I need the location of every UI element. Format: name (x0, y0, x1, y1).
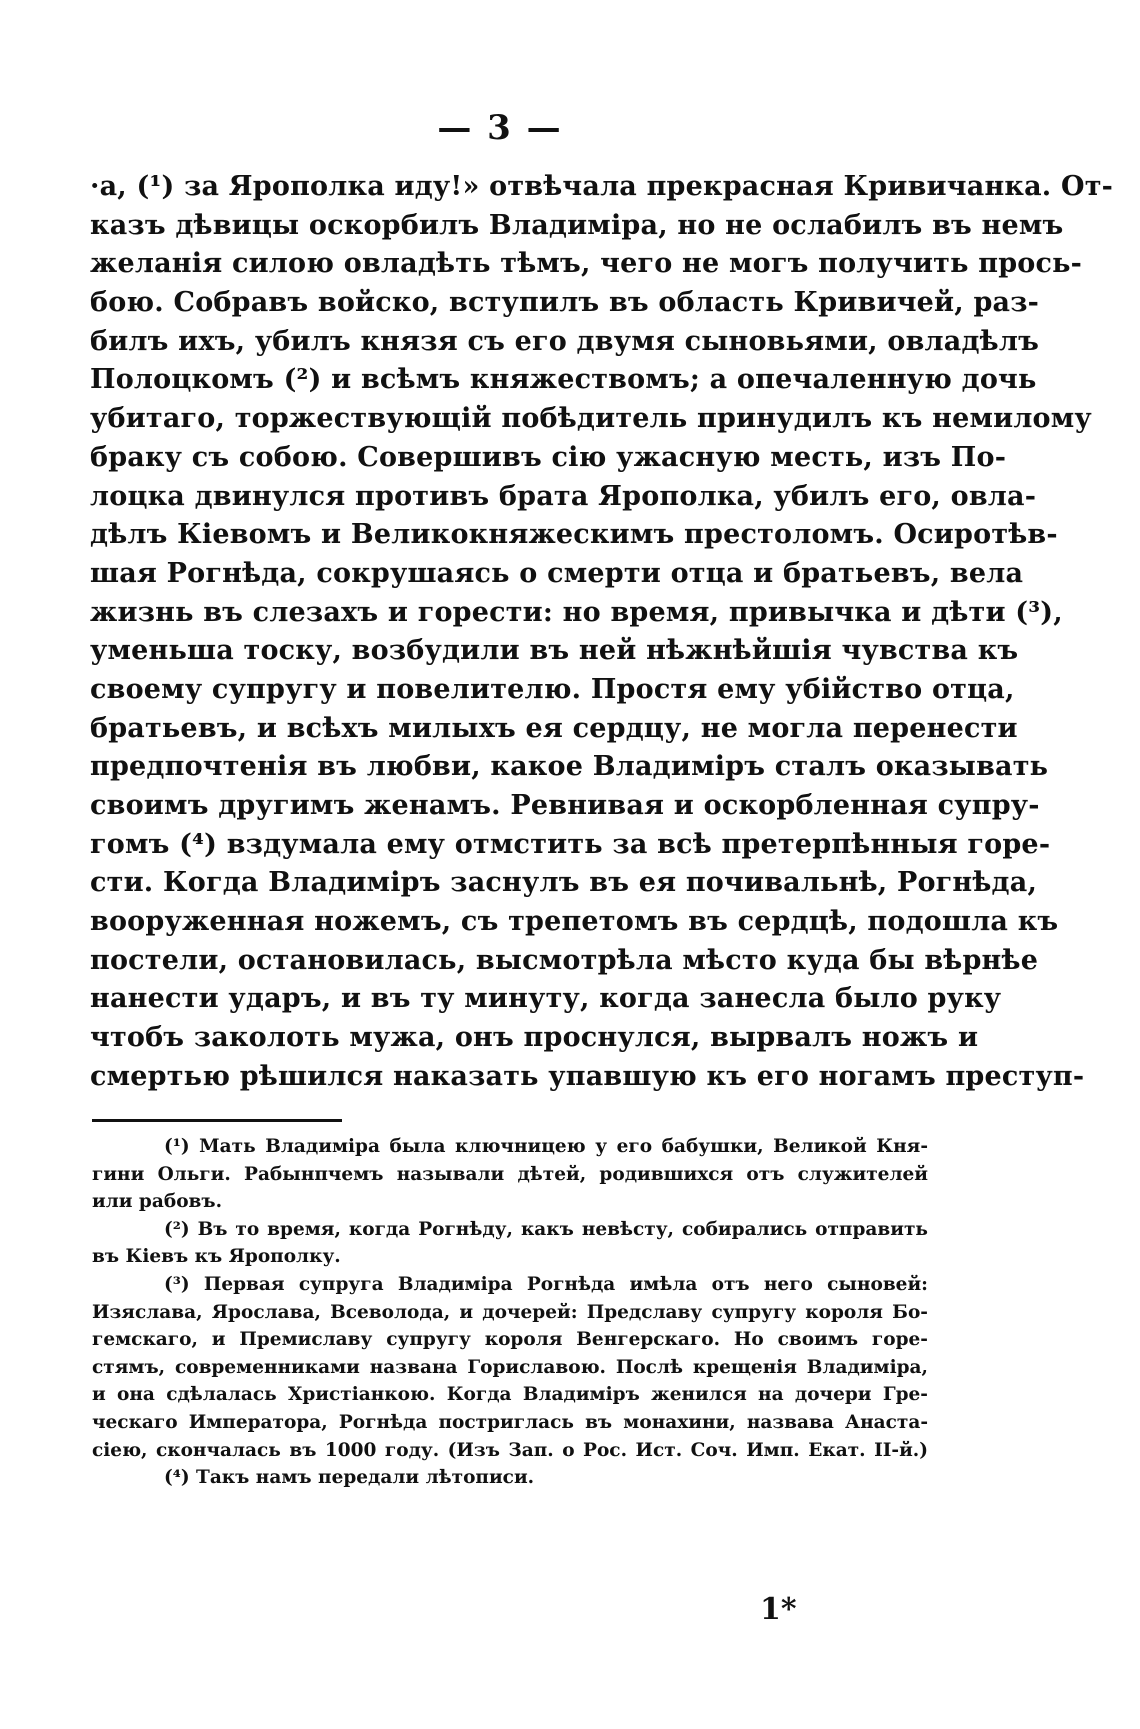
footnote-line: стямъ, современниками названа Гориславою. Послѣ крещенія Владиміра, (92, 1356, 928, 1378)
text-line: казъ дѣвицы оскорбилъ Владиміра, но не ослабилъ въ немъ (90, 209, 1064, 241)
text-line: жизнь въ слезахъ и горести: но время, привычка и дѣти (³), (90, 596, 1063, 628)
footnote-line: ческаго Императора, Рогнѣда постриглась въ монахини, назвава Анаста- (92, 1411, 928, 1433)
text-line: братьевъ, и всѣхъ милыхъ ея сердцу, не могла перенести (90, 712, 1018, 744)
text-line: своему супругу и повелителю. Простя ему убійство отца, (90, 673, 1015, 705)
footnote-line: или рабовъ. (92, 1191, 223, 1213)
footnote-line: гемскаго, и Премиславу супругу короля Венгерскаго. Но своимъ горе- (92, 1329, 928, 1351)
text-line: своимъ другимъ женамъ. Ревнивая и оскорбленная супру- (90, 790, 1040, 821)
text-line: вооруженная ножемъ, съ трепетомъ въ сердцѣ, подошла къ (90, 906, 1059, 938)
text-line: смертью рѣшился наказать упавшую къ его ногамъ преступ- (90, 1060, 1085, 1092)
footnote-line: (¹) Мать Владиміра была ключницею у его бабушки, Великой Кня- (164, 1136, 928, 1157)
signature-mark: 1* (760, 1592, 797, 1627)
text-line: сти. Когда Владиміръ заснулъ въ ея почивальнѣ, Рогнѣда, (90, 867, 1038, 899)
text-line: чтобъ заколоть мужа, онъ проснулся, вырвалъ ножъ и (90, 1022, 979, 1054)
text-line: Полоцкомъ (²) и всѣмъ княжествомъ; а опечаленную дочь (90, 364, 1037, 396)
footnotes-block (92, 1133, 928, 1492)
text-line: бою. Собравъ войско, вступилъ въ область Кривичей, раз- (90, 287, 1040, 319)
text-line: дѣлъ Кіевомъ и Великокняжескимъ престоломъ. Осиротѣв- (90, 519, 1058, 551)
text-line: шая Рогнѣда, сокрушаясь о смерти отца и братьевъ, вела (90, 557, 1024, 589)
text-line: убитаго, торжествующій побѣдитель принудилъ къ немилому (90, 403, 1092, 435)
text-line: уменьша тоску, возбудили въ ней нѣжнѣйшія чувства къ (90, 635, 1019, 667)
footnote-line: и она сдѣлалась Христіанкою. Когда Владиміръ женился на дочери Гре- (92, 1384, 928, 1406)
page-number: — 3 — (437, 108, 563, 148)
text-line: желанія силою овладѣть тѣмъ, чего не могъ получить прось- (90, 248, 1083, 280)
text-line: гомъ (⁴) вздумала ему отмстить за всѣ претерпѣнныя горе- (90, 828, 1051, 860)
text-line: билъ ихъ, убилъ князя съ его двумя сыновьями, овладѣлъ (90, 325, 1040, 357)
footnote-divider (92, 1119, 342, 1122)
text-line: постели, остановилась, высмотрѣла мѣсто куда бы вѣрнѣе (90, 944, 1039, 976)
text-line: браку съ собою. Совершивъ сію ужасную месть, изъ По- (90, 441, 1007, 473)
text-line: ·a, (¹) за Ярополка иду!» отвѣчала прекрасная Кривичанка. От- (90, 171, 1114, 202)
footnote-line: (³) Первая супруга Владиміра Рогнѣда имѣла отъ него сыновей: (164, 1273, 928, 1295)
text-line: нанести ударъ, и въ ту минуту, когда занесла было руку (90, 983, 1002, 1015)
text-line: лоцка двинулся противъ брата Ярополка, убилъ его, овла- (90, 480, 1037, 512)
footnote-line: Изяслава, Ярослава, Всеволода, и дочерей: Предславу супругу короля Бо- (92, 1301, 928, 1323)
footnote-line: (⁴) Такъ намъ передали лѣтописи. (164, 1467, 535, 1489)
main-text-block (90, 168, 1114, 1097)
footnote-line: (²) Въ то время, когда Рогнѣду, какъ невѣсту, собирались отправить (164, 1218, 928, 1240)
text-line: предпочтенія въ любви, какое Владиміръ сталъ оказывать (90, 751, 1049, 783)
footnote-line: въ Кіевъ къ Ярополку. (92, 1246, 341, 1268)
footnote-line: сіею, скончалась въ 1000 году. (Изъ Зап. о Рос. Ист. Соч. Имп. Екат. II-й.) (92, 1439, 928, 1461)
footnote-line: гини Ольги. Рабынпчемъ называли дѣтей, родившихся отъ служителей (92, 1163, 928, 1185)
